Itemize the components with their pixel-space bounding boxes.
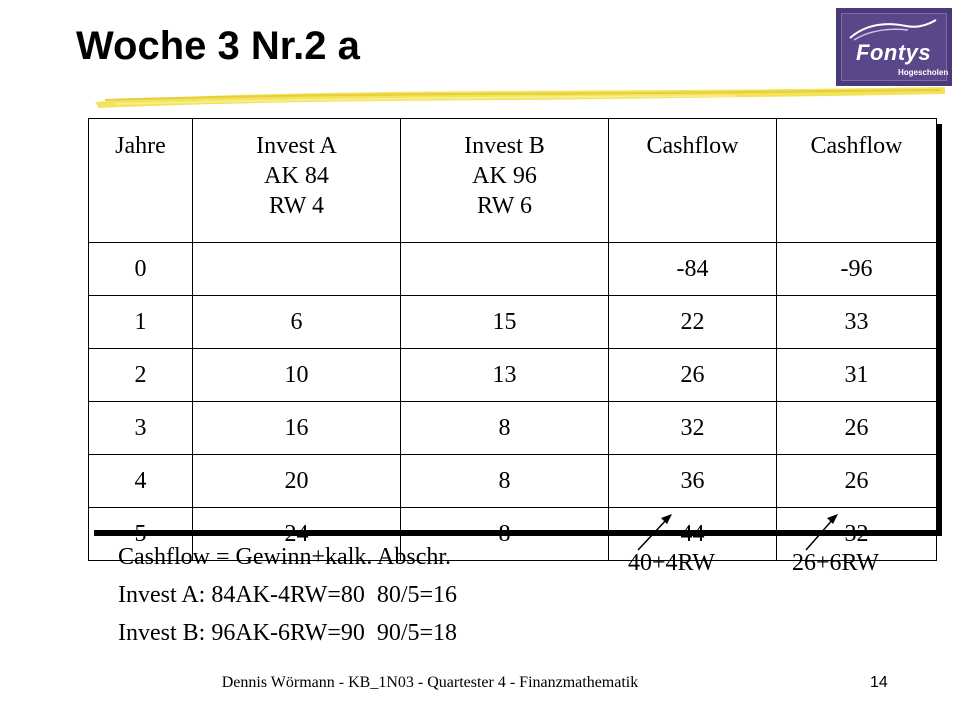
annotation-right: 26+6RW — [792, 550, 879, 576]
table-cell: 33 — [777, 296, 937, 349]
header-jahre: Jahre — [89, 119, 193, 243]
note-line: Invest B: 96AK-6RW=90 90/5=18 — [118, 620, 458, 646]
table-cell: 5 — [89, 508, 193, 561]
table-cell: 44 — [609, 508, 777, 561]
table-cell: 0 — [89, 243, 193, 296]
arrow-right-head — [827, 514, 838, 524]
header-cashflow-a: Cashflow — [609, 119, 777, 243]
arrow-left-head — [661, 514, 672, 524]
table-cell: 3 — [89, 402, 193, 455]
logo-subtext: Hogescholen — [898, 68, 949, 77]
annotation-left: 40+4RW — [628, 550, 715, 576]
logo-wordmark: Fontys — [856, 40, 932, 65]
table-cell: 15 — [401, 296, 609, 349]
table-cell: 26 — [777, 402, 937, 455]
table-cell: 8 — [401, 402, 609, 455]
arrow-left-line — [638, 518, 668, 550]
table-cell: -96 — [777, 243, 937, 296]
slide-footer: Dennis Wörmann - KB_1N03 - Quartester 4 - Finanzmathematik — [221, 674, 639, 691]
table-cell: 26 — [609, 349, 777, 402]
note-line: Invest A: 84AK-4RW=80 80/5=16 — [118, 582, 458, 608]
arrow-right-line — [806, 518, 834, 550]
slide-title: Woche 3 Nr.2 a — [76, 24, 360, 68]
table-cell: 36 — [609, 455, 777, 508]
table-cell: 1 — [89, 296, 193, 349]
table-cell: 26 — [777, 455, 937, 508]
table-cell: 22 — [609, 296, 777, 349]
table-cell: 10 — [193, 349, 401, 402]
table-cell: 31 — [777, 349, 937, 402]
table-cell: 8 — [401, 508, 609, 561]
table-cell: 20 — [193, 455, 401, 508]
page-number: 14 — [870, 674, 888, 691]
header-invest-b: Invest B AK 96 RW 6 — [401, 119, 609, 243]
header-invest-a: Invest A AK 84 RW 4 — [193, 119, 401, 243]
table-cell: 2 — [89, 349, 193, 402]
table-cell: 8 — [401, 455, 609, 508]
table-cell: -84 — [609, 243, 777, 296]
table-cell: 32 — [609, 402, 777, 455]
header-cashflow-b: Cashflow — [777, 119, 937, 243]
table-cell: 24 — [193, 508, 401, 561]
table-cell: 6 — [193, 296, 401, 349]
table-cell: 32 — [777, 508, 937, 561]
table-cell: 13 — [401, 349, 609, 402]
note-line: Cashflow = Gewinn+kalk. Abschr. — [118, 544, 452, 570]
table-cell: 16 — [193, 402, 401, 455]
table-cell: 4 — [89, 455, 193, 508]
